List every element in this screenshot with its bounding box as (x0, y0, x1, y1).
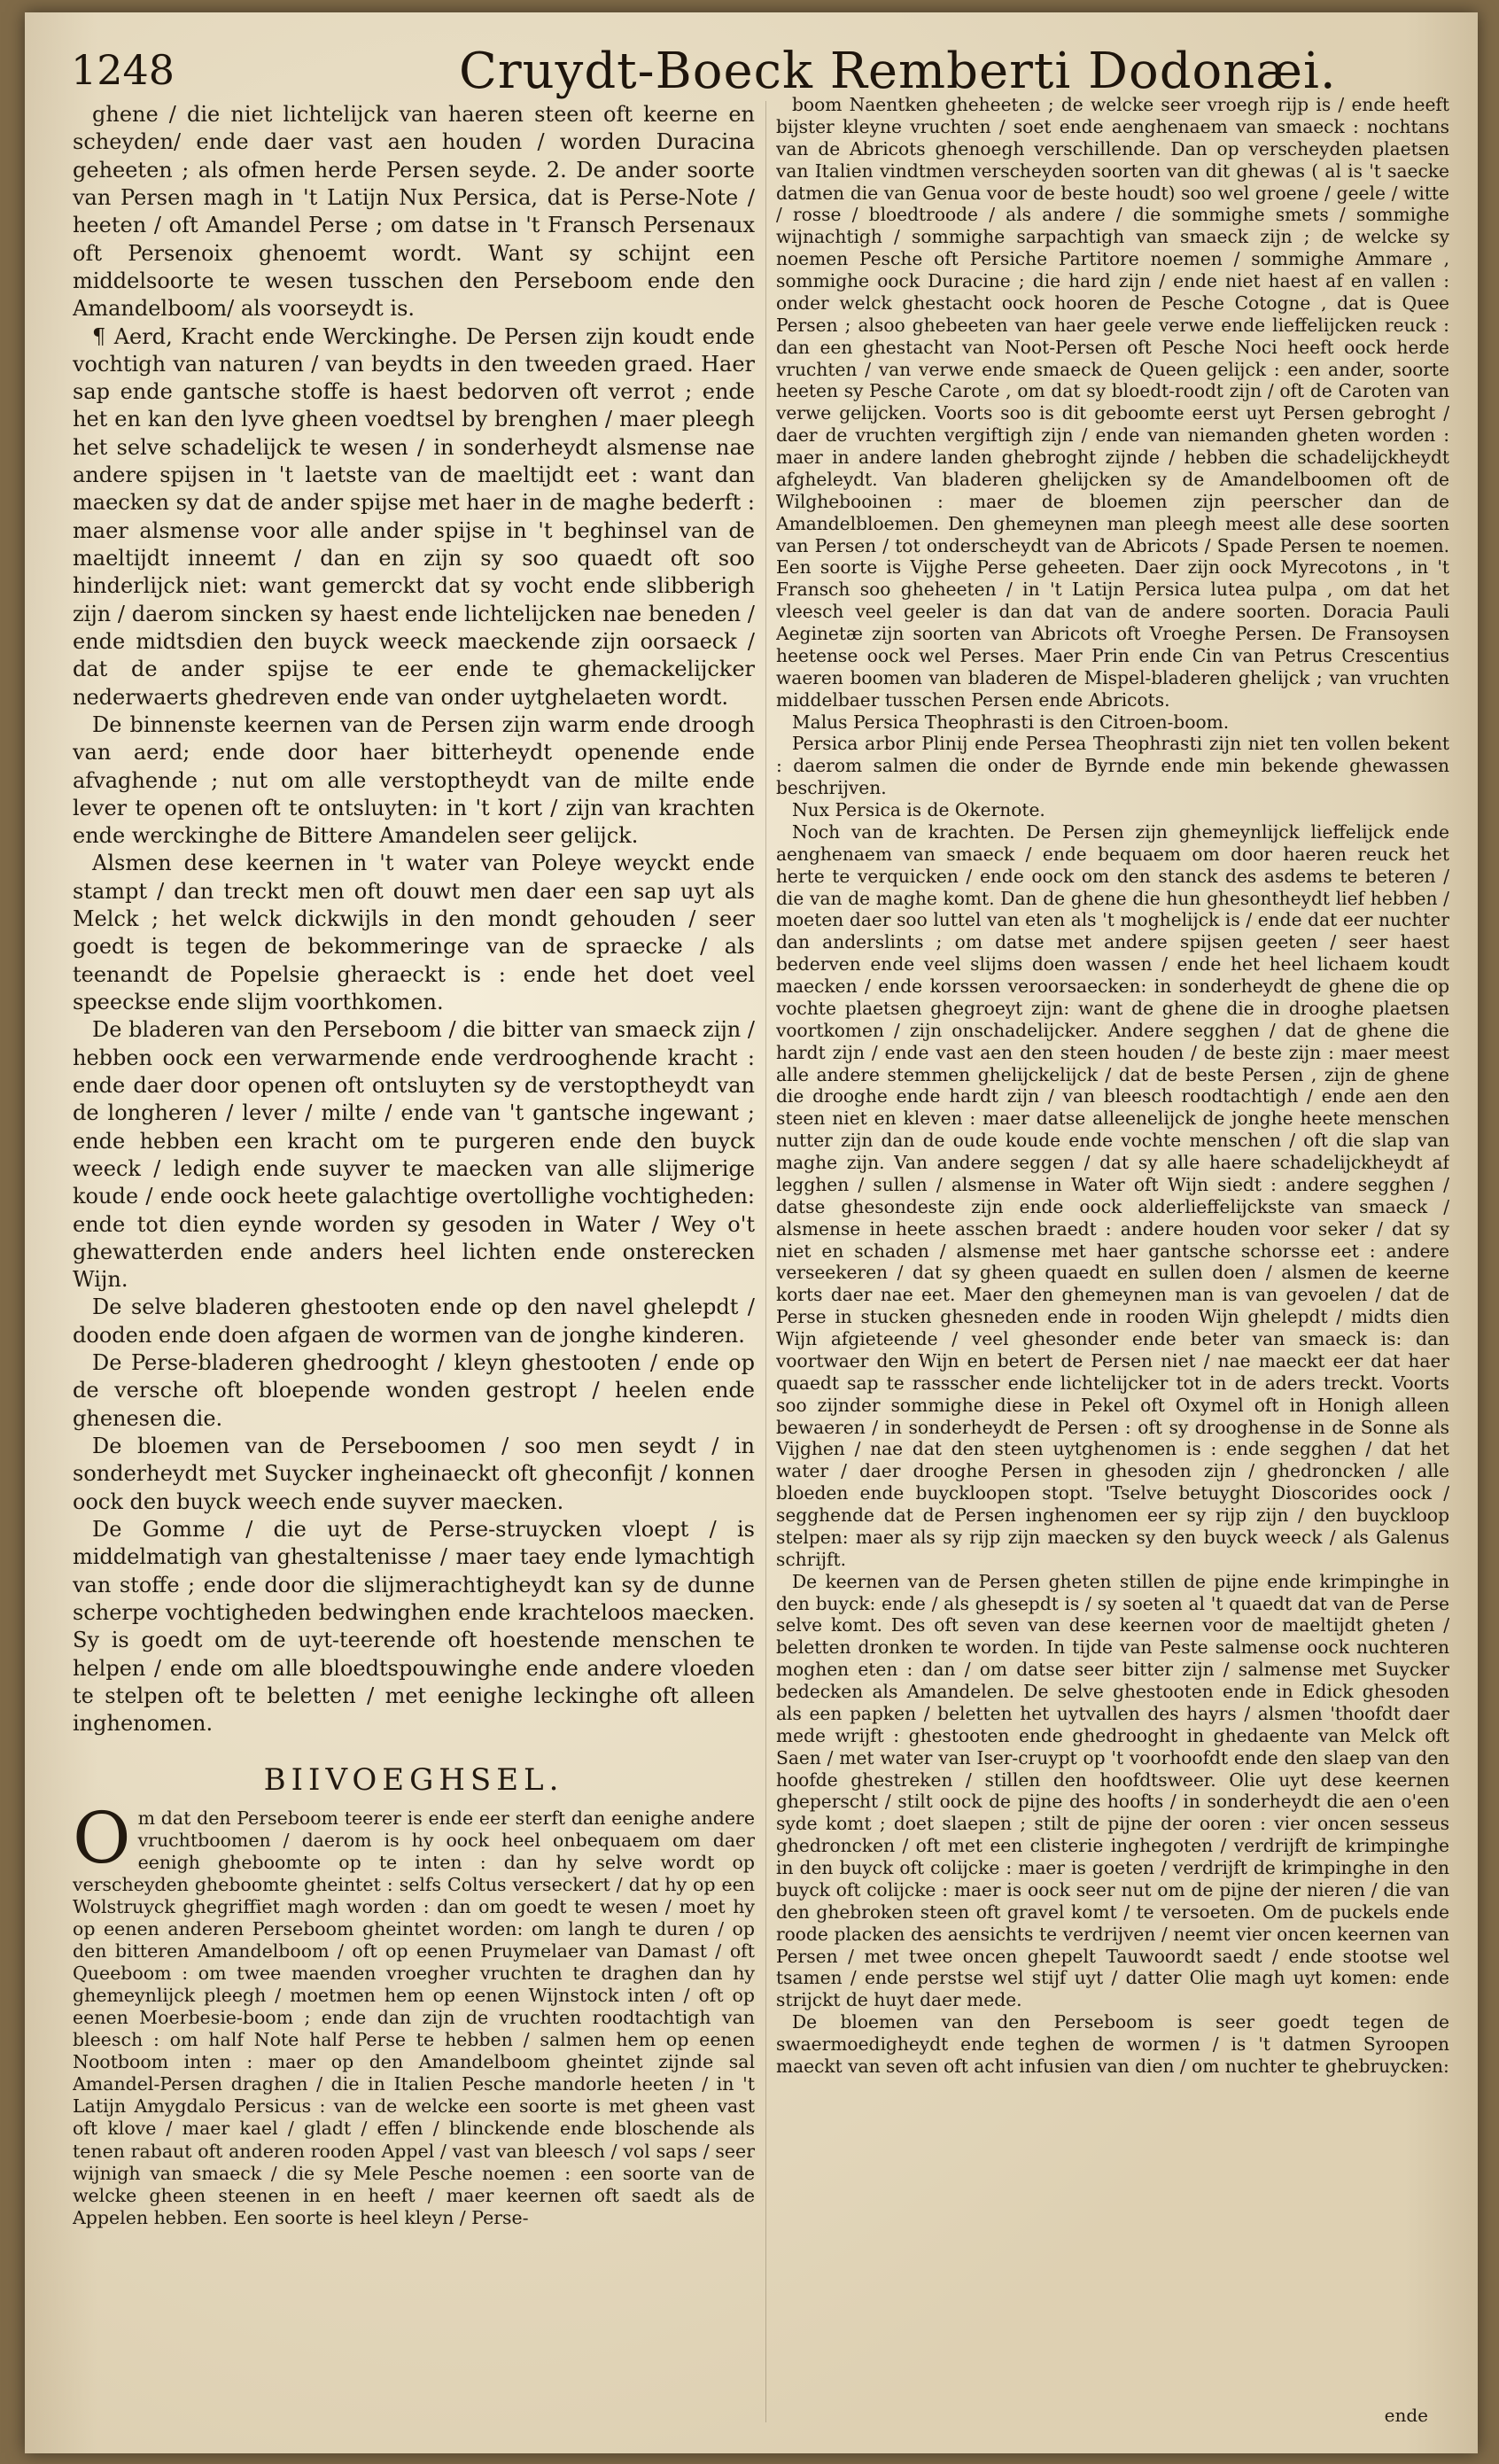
paragraph: Malus Persica Theophrasti is den Citroen-boom. (792, 711, 1230, 733)
paragraph: De Perse-bladeren ghedrooght / kleyn ghestooten / ende op de versche oft bloepende wonden gestropt / heelen ende ghenesen die. (73, 1350, 755, 1431)
paragraph: boom Naentken gheheeten ; de welcke seer vroegh rijp is / ende heeft bijster kleyne vruchten / soet ende aenghenaem van smaeck : nochtans van de Abricots ghenoegh verschillende. Dan op verscheyden plaetsen van Italien vindtmen verscheyden soorten van dit ghewas ( al is 't saecke datmen die van Genua voor de beste houdt) soo wel groene / geele / witte / rosse / bloedtroode / als andere / die sommighe smets / sommighe wijnachtigh / sommighe sarpachtigh van smaeck zijn ; de welcke sy noemen Pesche oft Persiche Partitore noemen / sommighe Ammare , sommighe oock Duracine ; die hard zijn / ende niet haest af en vallen : onder welck ghestacht oock hooren de Pesche Cotogne , dat is Quee Persen ; alsoo ghebeeten van haer geele verwe ende lieffelijcken reuck : dan een ghestacht van Noot-Persen oft Pesche Noci heeft oock herde vruchten / van verwe ende smaeck de Queen gelijck : een ander, soorte heeten sy Pesche Carote , om dat sy bloedt-roodt zijn / oft de Caroten van verwe gelijcken. Voorts soo is dit geboomte eerst uyt Persen gebroght / daer de vruchten vergiftigh zijn / ende van niemanden gheten worden : maer in andere landen ghebroght zijnde / hebben die schadelijckheydt afgheleydt. Van bladeren ghelijcken sy de Amandelboomen oft de Wilghebooinen : maer de bloemen zijn peerscher dan de Amandelbloemen. Den ghemeynen man pleegh meest alle dese soorten van Persen / tot onderscheydt van de Abricots / Spade Persen te noemen. Een soorte is Vijghe Perse geheeten. Daer zijn oock Myrecotons , in 't Fransch soo gheheeten / in 't Latijn Persica lutea pulpa , om dat het vleesch veel geeler is dan dat van de andere soorten. Doracia Pauli Aeginetæ zijn soorten van Abricots oft Vroeghe Persen. De Fransoysen heetense oock wel Perses. Maer Prin ende Cin van Petrus Crescentius waeren boomen van bladeren de Mispel-bladeren ghelijck ; van vruchten middelbaer tusschen Persen ende Abricots. (776, 94, 1449, 711)
paragraph: Nux Persica is de Okernote. (792, 799, 1045, 820)
paragraph: ¶ Aerd, Kracht ende Werckinghe. De Persen zijn koudt ende vochtigh van naturen / van beydts in den tweeden graed. Haer sap ende gantsche stoffe is haest bedorven oft verrot ; ende het en kan den lyve gheen voedtsel by brenghen / maer pleegh het selve schadelijck te wesen / in sonderheydt alsmense nae andere spijsen in 't laetste van de maeltijdt eet : want dan maecken sy dat de ander spijse met haer in de maghe bederft : maer alsmense voor alle ander spijse in 't beghinsel van de maeltijdt inneemt / dan en zijn sy soo quaedt oft soo hinderlijck niet: want gemerckt dat sy vocht ende slibberigh zijn / daerom sincken sy haest ende lichtelijcken nae beneden / ende midtsdien den buyck weeck maeckende zijn oorsaeck / dat de ander spijse te eer ende te ghemackelijcker nederwaerts ghedreven ende van onder uytghelaeten wordt. (73, 323, 755, 710)
page-number: 1248 (71, 46, 175, 94)
paragraph: De bladeren van den Perseboom / die bitter van smaeck zijn / hebben oock een verwarmende ende verdrooghende kracht : ende daer door openen oft ontsluyten sy de verstoptheydt van de longheren / lever / milte / ende van 't gantsche ingewant ; ende hebben een kracht om te purgeren ende den buyck weeck / ledigh ende suyver te maecken van alle slijmerige koude / ende oock heete galachtige overtollighe vochtigheden: ende tot dien eynde worden sy gesoden in Water / Wey o't ghewatterden ende anders heel lichten ende onsterecken Wijn. (73, 1017, 755, 1293)
section-heading: BIIVOEGHSEL. (263, 1762, 564, 1799)
paragraph: Alsmen dese keernen in 't water van Poleye weyckt ende stampt / dan treckt men oft douwt men daer een sap uyt als Melck ; het welck dickwijls in den mondt gehouden / seer goedt is tegen de bekommeringe van de spraecke / als teenandt de Popelsie gheraeckt is : ende het doet veel speeckse ende slijm voorthkomen. (73, 851, 755, 1014)
paragraph: De keernen van de Persen gheten stillen de pijne ende krimpinghe in den buyck: ende / als ghesepdt is / sy soeten al 't quaedt dat van de Perse selve komt. Des oft seven van dese keernen voor de maeltijdt gheten / beletten dronken te worden. In tijde van Peste salmense oock nuchteren moghen eten : dan / om datse seer bitter zijn / salmense met Suycker bedecken als Amandelen. De selve ghestooten ende in Edick ghesoden als een papken / beletten het uytvallen des hayrs / alsmen 'thoofdt daer mede wrijft : ghestooten ende ghedrooght in ghedaente van Melck oft Saen / met water van Iser-cruypt op 't voorhoofdt ende den slaep van den hoofde ghestreken / stillen den hoofdtsweer. Olie uyt dese keernen gheperscht / stilt oock de pijne des hoofts / in sonderheydt die aen o'een syde komt ; doet slaepen ; stilt de pijne der ooren : vier oncen sesseus ghedroncken / oft met een clisterie inghegoten / verdrijft de krimpinghe in den buyck oft colijcke : maer is goeten / verdrijft de krimpinghe in den buyck oft colijcke : maer is oock seer nut om de pijne der nieren / die van den ghebroken steen oft gravel komt / te versoeten. Om de puckels ende roode placken des aensichts te verdrijven / neemt vier oncen keernen van Persen / met twee oncen ghepelt Tauwoordt saedt / ende stootse wel tsamen / ende perstse wel stijf uyt / datter Olie magh uyt komen: ende strijckt de huyt daer mede. (776, 1570, 1449, 2011)
column-divider (765, 101, 766, 2422)
catchword: ende (1384, 2405, 1428, 2426)
paragraph: Persica arbor Plinij ende Persea Theophrasti zijn niet ten vollen bekent : daerom salmen die onder de Byrnde ende min bekende ghewassen beschrijven. (776, 733, 1449, 799)
running-title: Cruydt-Boeck Remberti Dodonæi. (459, 43, 1337, 100)
page-header (25, 37, 1478, 99)
paragraph: ghene / die niet lichtelijck van haeren steen oft keerne en scheyden/ ende daer vast aen houden / worden Duracina geheeten ; als ofmen herde Persen seyde. 2. De ander soorte van Persen magh in 't Latijn Nux Persica, dat is Perse-Note / heeten / oft Amandel Perse ; om datse in 't Fransch Persenaux oft Persenoix ghenoemt wordt. Want sy schijnt een middelsoorte te wesen tusschen den Perseboom ende den Amandelboom/ als voorseydt is. (73, 102, 755, 322)
supplement-paragraph: Om dat den Perseboom teerer is ende eer sterft dan eenighe andere vruchtboomen / daerom is hy oock heel onbequaem om daer eenigh gheboomte op te inten : dan hy selve wordt op verscheyden gheboomte gheintet : selfs Coltus verseckert / dat hy op een Wolstruyck ghegriffiet magh worden : dan om goedt te wesen / moet hy op eenen anderen Perseboom gheintet worden: om langh te duren / op den bitteren Amandelboom / oft op eenen Pruymelaer van Damast / oft Queeboom : om twee maenden vroegher vruchten te draghen dan hy ghemeynlijck pleegh / moetmen hem op eenen Wijnstock inten / oft op eenen Moerbesie-boom ; ende dan zijn de vruchten roodtachtigh van bleesch : om half Note half Perse te hebben / salmen hem op eenen Nootboom inten : maer op den Amandelboom gheintet zijnde sal Amandel-Persen draghen / die in Italien Pesche mandorle heeten / in 't Latijn Amygdalo Persicus : van de welcke een soorte is met gheen vast oft klove / maer kael / gladt / effen / blinckende ende bloschende als tenen rabaut oft anderen rooden Appel / vast van bleesch / vol saps / seer wijnigh van smaeck / die sy Mele Pesche noemen : een soorte van de welcke gheen steenen in en heeft / maer keernen oft saedt als de Appelen hebben. Een soorte is heel kleyn / Perse- (73, 1796, 755, 2228)
paragraph: De selve bladeren ghestooten ende op den navel ghelepdt / dooden ende doen afgaen de wormen van de jonghe kinderen. (73, 1294, 755, 1348)
paragraph: De Gomme / die uyt de Perse-struycken vloept / is middelmatigh van ghestaltenisse / maer taey ende lymachtigh van stoffe ; ende door die slijmerachtigheydt kan sy de dunne scherpe vochtigheden bedwinghen ende krachteloos maecken. Sy is goedt om de uyt-teerende oft hoestende menschen te helpen / ende om alle bloedtspouwinghe ende andere vloeden te stelpen oft te beletten / met eenighe leckinghe oft alleen inghenomen. (73, 1516, 755, 1737)
paragraph: De bloemen van den Perseboom is seer goedt tegen de swaermoedigheydt ende teghen de wormen / is 't datmen Syroopen maeckt van seven oft acht infusien van dien / om nuchter te ghebruycken: (776, 2011, 1449, 2077)
right-column (776, 94, 1449, 2433)
paragraph: De binnenste keernen van de Persen zijn warm ende droogh van aerd; ende door haer bitterheydt openende ende afvaghende ; nut om alle verstoptheydt van de milte ende lever te openen oft te ontsluyten: in 't kort / zijn van krachten ende werckinghe de Bittere Amandelen seer gelijck. (73, 711, 755, 849)
book-page (25, 12, 1478, 2453)
paragraph: Noch van de krachten. De Persen zijn ghemeynlijck lieffelijck ende aenghenaem van smaeck / ende bequaem om door haeren reuck het herte te verquicken / ende oock om den stanck des asdems te beteren / die van de maghe komt. Dan de ghene die hun ghesontheydt lief hebben / moeten daer soo luttel van eten als 't moghelijck is / ende dat eer nuchter dan anderslints ; om datse met andere spijsen geeten / seer haest bederven ende veel slijms doen wassen / ende het heel lichaem koudt maecken / ende korssen veroorsaecken: in sonderheydt de ghene die op vochte plaetsen ghegroeyt zijn: want de ghene die in drooghe plaetsen voortkomen / zijn onschadelijcker. Andere segghen / dat de ghene die hardt zijn / ende vast aen den steen houden / de beste zijn : maer meest alle andere stemmen ghelijckelijck / dat de beste Persen , zijn de ghene die drooghe ende hardt zijn / van bleesch roodtachtigh / ende aen den steen niet en kleven : maer datse alleenelijck de jonghe heete menschen nutter zijn dan de oude koude ende vochte menschen / oft die slap van maghe zijn. Van andere seggen / dat sy alle haere schadelijckheydt af legghen / sullen / alsmense in Water oft Wijn siedt : andere segghen / datse ghesondeste zijn ende oock alderlieffelijckste van smaeck / alsmense in heete asschen braedt : andere houden voor seker / dat sy niet en schaden / alsmense met haer gantsche schorsse eet : andere verseekeren / dat sy gheen quaedt en sullen doen / alsmen de keerne korts daer nae eet. Maer den ghemeynen man is van gevoelen / dat de Perse in stucken ghesneden ende in rooden Wijn ghelepdt / midts dien Wijn afgieteende / veel ghesonder ende beter van smaeck is: dan voortwaer den Wijn en betert de Persen niet / nae maeckt eer dat haer quaedt sap te rassscher ende lichtelijcker tot in de aders treckt. Voorts soo zijnder sommighe diese in Pekel oft Oxymel oft in Honigh alleen bewaeren / in sonderheydt de Persen : oft sy drooghense in de Sonne als Vijghen / nae dat den steen uytghenomen is : ende segghen / dat het water / daer drooghe Persen in ghesoden zijn / ghedroncken / alle bloeden ende buyckloopen stopt. 'Tselve betuyght Dioscorides oock / segghende dat de Persen inghenomen eer sy rijp zijn / den buyckloop stelpen: maer als sy rijp zijn maecken sy den buyck weeck / als Galenus schrijft. (776, 820, 1449, 1570)
paragraph: De bloemen van de Perseboomen / soo men seydt / in sonderheydt met Suycker ingheinaeckt oft gheconfijt / konnen oock den buyck weech ende suyver maecken. (73, 1434, 755, 1514)
left-column (73, 101, 755, 2422)
